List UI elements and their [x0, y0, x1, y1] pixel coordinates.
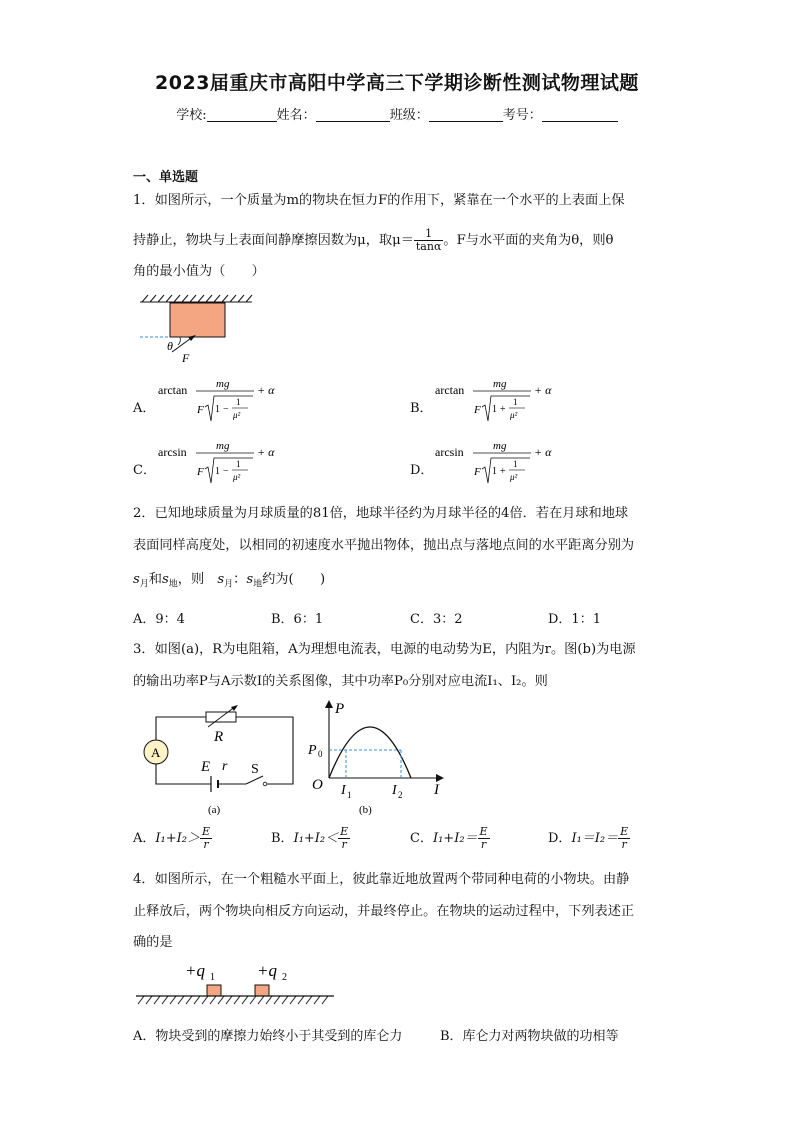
- q3-option-d-fraction: [618, 826, 630, 851]
- number-blank[interactable]: [542, 107, 618, 122]
- charge-2-sub: 2: [282, 972, 287, 983]
- p-axis-label: P: [335, 701, 345, 717]
- school-label: 学校:: [176, 108, 207, 123]
- q1-option-c-letter[interactable]: C．: [133, 463, 156, 478]
- then-text: ，则: [177, 572, 218, 587]
- q1-line2-a: 持静止，物块与上表面间静摩擦因数为μ，取μ＝: [133, 233, 414, 248]
- q3-line2: 的输出功率P与A示数I的关系图像，其中功率P₀分别对应电流I₁、I₂。则: [133, 674, 548, 689]
- radical: [482, 458, 530, 483]
- q4-option-b[interactable]: B．库仑力对两物块做的功相等: [440, 1029, 619, 1044]
- name-label: 姓名：: [276, 108, 316, 123]
- charge-1-label: +q: [185, 961, 205, 980]
- and-text: 和: [148, 572, 162, 587]
- rad-one: 1: [215, 466, 220, 477]
- rad-one: 1: [492, 466, 497, 477]
- q3-option-b-fraction: [338, 826, 350, 851]
- func: arctan: [158, 383, 188, 397]
- class-label: 班级：: [389, 108, 429, 123]
- q2-line3: [133, 570, 673, 595]
- den-pre: F: [474, 466, 481, 478]
- school-blank[interactable]: [207, 107, 277, 122]
- resistor-arrowhead: [231, 705, 238, 711]
- page-title: 2023届重庆市高阳中学高三下学期诊断性测试物理试题: [155, 72, 639, 94]
- r-label: R: [214, 729, 224, 745]
- den-pre: F: [474, 404, 481, 416]
- func: arcsin: [158, 445, 187, 459]
- switch-label: S: [251, 762, 259, 777]
- q3-option-a-expr: I₁+I₂＞: [155, 831, 200, 846]
- p0-label: P: [308, 743, 317, 758]
- i2-sub: 2: [398, 790, 403, 800]
- den-pre: F: [197, 404, 204, 416]
- q1-option-a-letter[interactable]: A．: [133, 401, 156, 416]
- num: mg: [216, 440, 230, 452]
- i1-label: I: [341, 783, 346, 798]
- rad-op: +: [500, 466, 506, 477]
- student-info-line: [0, 104, 794, 123]
- sub-moon: 月: [224, 579, 234, 590]
- radical: [482, 396, 530, 421]
- q2-option-c[interactable]: C．3：2: [410, 612, 463, 627]
- q3-option-a-letter: A．: [133, 831, 156, 846]
- den: r: [621, 838, 627, 851]
- radical: [205, 396, 253, 421]
- q2-option-b[interactable]: B．6：1: [271, 612, 324, 627]
- den-pre: F: [197, 466, 204, 478]
- num: E: [201, 825, 211, 838]
- i2-label: I: [392, 783, 397, 798]
- i1-sub: 1: [347, 790, 352, 800]
- q4-figure: [134, 958, 339, 1010]
- rad-op: +: [500, 404, 506, 415]
- p0-sub: 0: [318, 749, 323, 759]
- q1-option-d-letter[interactable]: D．: [410, 463, 434, 478]
- rad-num: 1: [513, 459, 518, 469]
- q4-option-a[interactable]: A．物块受到的摩擦力始终小于其受到的库仑力: [133, 1029, 403, 1044]
- name-blank[interactable]: [316, 107, 390, 122]
- func: arctan: [435, 383, 465, 397]
- q3-line1: 3．如图(a)，R为电阻箱，A为理想电流表，电源的电动势为E，内阻为r。图(b)为电源: [133, 642, 636, 657]
- func: arcsin: [435, 445, 464, 459]
- q3-circuit-figure: [138, 700, 303, 820]
- s-symbol: s: [161, 572, 169, 587]
- rad-one: 1: [215, 404, 220, 415]
- rad-den: μ²: [233, 472, 241, 482]
- q3-option-b-letter: B．: [271, 831, 294, 846]
- q3-option-d[interactable]: [548, 826, 630, 851]
- theta-label: θ: [167, 339, 173, 353]
- tail: + α: [534, 445, 552, 459]
- ceiling-hatch: [140, 295, 252, 302]
- origin-label: O: [312, 777, 323, 793]
- block: [170, 303, 225, 337]
- colon: ：: [233, 572, 247, 587]
- section-title: 一、单选题: [133, 170, 199, 185]
- q3-option-d-expr: I₁＝I₂＝: [571, 831, 619, 846]
- den: r: [480, 838, 487, 851]
- q3-option-c-letter: C．: [410, 831, 433, 846]
- ground-hatch: [138, 996, 328, 1004]
- sub-moon: 月: [139, 579, 149, 590]
- caption-a: (a): [208, 804, 221, 816]
- q3-option-a[interactable]: [133, 826, 212, 851]
- rad-den: μ²: [233, 410, 241, 420]
- q1-figure: [136, 292, 256, 367]
- block-1: [207, 985, 221, 996]
- switch-contact: [263, 782, 267, 786]
- q4-line2: 止释放后，两个物块向相反方向运动，并最终停止。在物块的运动过程中，下列表述正: [133, 904, 635, 919]
- rad-op: −: [223, 466, 229, 477]
- sub-earth: 地: [253, 579, 263, 590]
- emf-label: E: [201, 759, 211, 775]
- q2-line1: 2．已知地球质量为月球质量的81倍，地球半径约为月球半径的4倍．若在月球和地球: [133, 506, 629, 521]
- q1-line2-b: 。F与水平面的夹角为θ，则θ: [443, 233, 614, 248]
- charge-1-sub: 1: [210, 972, 215, 983]
- rad-one: 1: [492, 404, 497, 415]
- number-label: 考号：: [502, 108, 542, 123]
- q3-option-c[interactable]: [410, 826, 490, 851]
- s-symbol: s: [133, 572, 140, 587]
- den: r: [203, 838, 209, 851]
- charge-2-label: +q: [257, 961, 277, 980]
- rad-num: 1: [236, 397, 241, 407]
- tail: + α: [257, 383, 275, 397]
- s-symbol: s: [217, 572, 225, 587]
- q3-option-c-fraction: [478, 826, 490, 851]
- q1-option-d-formula[interactable]: [433, 436, 563, 492]
- i-axis-label: I: [434, 782, 439, 798]
- theta-arc: [178, 337, 180, 345]
- q3-option-d-letter: D．: [548, 831, 572, 846]
- radical: [205, 458, 253, 483]
- q1-option-b-formula[interactable]: [433, 374, 563, 430]
- s-symbol: s: [246, 572, 254, 587]
- q1-option-a-formula[interactable]: [156, 374, 286, 430]
- q3-power-graph: [303, 694, 448, 820]
- q1-line1: 1．如图所示，一个质量为m的物块在恒力F的作用下，紧靠在一个水平的上表面上保: [133, 193, 625, 208]
- rad-den: μ²: [510, 410, 518, 420]
- tail-text: 约为( ): [262, 572, 326, 587]
- q1-mu-num: 1: [414, 228, 444, 241]
- q1-mu-den: tanα: [415, 240, 442, 253]
- ammeter-label: A: [151, 745, 161, 760]
- q1-option-b-letter[interactable]: B．: [410, 401, 433, 416]
- rad-num: 1: [236, 459, 241, 469]
- p-axis-arrow: [325, 700, 333, 708]
- q2-option-a[interactable]: A．9：4: [133, 612, 185, 627]
- num: E: [620, 825, 629, 838]
- q3-option-c-expr: I₁+I₂＝: [432, 831, 478, 846]
- power-curve: [329, 727, 411, 778]
- caption-b: (b): [359, 804, 372, 816]
- i-axis-arrow: [436, 774, 444, 782]
- q3-option-a-fraction: [200, 826, 212, 851]
- block-2: [255, 985, 269, 996]
- tail: + α: [257, 445, 275, 459]
- q2-option-d[interactable]: D．1：1: [548, 612, 601, 627]
- q1-mu-fraction: [414, 228, 444, 253]
- q3-option-b-expr: I₁+I₂＜: [293, 831, 339, 846]
- sub-earth: 地: [168, 579, 178, 590]
- tail: + α: [534, 383, 552, 397]
- num: mg: [216, 378, 230, 390]
- q3-option-b[interactable]: [271, 826, 350, 851]
- q4-line3: 确的是: [133, 935, 173, 950]
- q2-line2: 表面同样高度处，以相同的初速度水平抛出物体，抛出点与落地点间的水平距离分别为: [133, 538, 635, 553]
- internal-r-label: r: [222, 759, 228, 774]
- num: mg: [493, 378, 507, 390]
- class-blank[interactable]: [429, 107, 503, 122]
- num: mg: [493, 440, 507, 452]
- q1-option-c-formula[interactable]: [156, 436, 286, 492]
- q1-line2: [133, 228, 673, 253]
- rad-op: −: [223, 404, 229, 415]
- rad-den: μ²: [510, 472, 518, 482]
- q4-line1: 4．如图所示，在一个粗糙水平面上，彼此靠近地放置两个带同种电荷的小物块。由静: [133, 872, 630, 887]
- den: r: [341, 838, 347, 851]
- switch-blade: [246, 776, 263, 784]
- q1-line3: 角的最小值为（ ）: [133, 264, 265, 279]
- num: E: [340, 825, 349, 838]
- num: E: [479, 825, 488, 838]
- force-label: F: [182, 351, 190, 365]
- rad-num: 1: [513, 397, 518, 407]
